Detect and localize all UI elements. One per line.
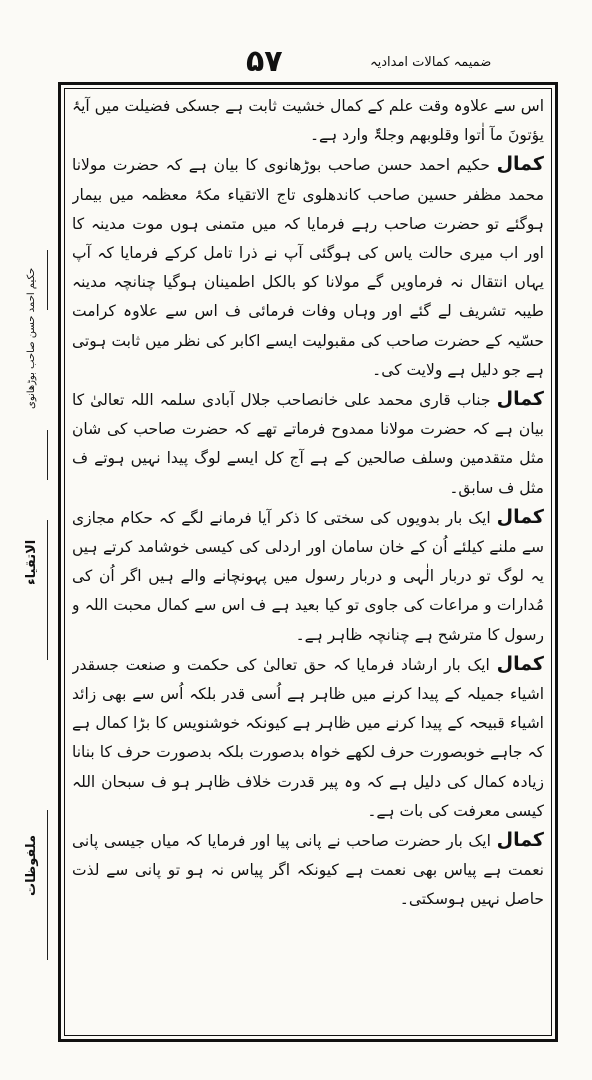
margin-rule [47,810,48,960]
paragraph [72,385,544,503]
paragraph [72,503,544,650]
paragraph-text: ایک بار ارشاد فرمایا کہ حق تعالیٰ کی حکمت و صنعت جسقدر اشیاء جمیلہ کے پیدا کرنے میں ظاہر ہے اُسی قدر بلکہ اُس سے بھی زائد اشیاء قبیحہ کے پیدا کرنے میں ظاہر ہے کیونکہ خوشنویس کا بڑا کمال ہے کہ جاہے خوبصورت حرف لکھے خواہ بدصورت بلکہ بدصورت حرف کا بنانا زیادہ کمال کی دلیل ہے کہ وہ پیر قدرت خلاف ظاہر ہو ف سبحان اللہ کیسی معرفت کی بات ہے۔ [72,655,544,820]
paragraph-text: جناب قاری محمد علی خانصاحب جلال آبادی سلمہ اللہ تعالیٰ کا بیان ہے کہ حضرت مولانا ممدوح فرماتے تھے کہ حضرت صاحب کی شان مثل متقدمین وسلف صالحین کے ہے آج کل ایسے لوگ پیدا نہیں ہوتے ف مثل ف سابق۔ [72,391,544,497]
paragraph-lead: کمال [496,505,544,528]
margin-note: ملفوظات [24,835,39,897]
paragraph-text: اس سے علاوہ وقت علم کے کمال خشیت ثابت ہے جسکی فضیلت میں آیۂ یؤتونَ مآ اٰتوا وقلوبھم وجلۃٌ وارد ہے۔ [72,97,544,145]
paragraph [72,150,544,385]
margin-note: الاتقیاء [24,540,39,586]
paragraph [72,650,544,826]
margin-rule [47,520,48,660]
paragraph [72,92,544,150]
margin-rule [47,430,48,480]
paragraph-lead: کمال [496,652,544,675]
paragraph-text: حکیم احمد حسن صاحب بوڑھانوی کا بیان ہے کہ حضرت مولانا محمد مظفر حسین صاحب کاندھلوی تاج الاتقیاء مکۂ معظمہ میں بیمار ہوگئے تو حضرت صاحب رہے فرمایا کہ میں متمنی ہوں موت مدینہ کا اور اب میری حالت یاس کی ہوگئی آپ نے ذرا تامل کرکے فرمایا کہ آپ یہاں انتقال نہ فرماویں گے مولانا کو بالکل اطمینان ہوگیا چنانچہ مدینہ طیبہ تشریف لے گئے اور وہاں وفات فرمائی ف اس سے علاوہ کرامت حسّیہ کے حضرت صاحب کی مقبولیت ایسے اکابر کی نظر میں ثابت ہوتی ہے جو دلیل ہے ولایت کی۔ [72,156,544,379]
body-text [72,92,544,1032]
running-head: ضمیمہ کمالات امدادیہ [370,55,492,70]
page-number: ۵۷ [246,44,283,79]
margin-rule [47,250,48,310]
paragraph-lead: کمال [496,153,544,176]
paragraph-lead: کمال [496,829,544,852]
paragraph [72,826,544,915]
paragraph-text: ایک بار بدویوں کی سختی کا ذکر آیا فرمانے لگے کہ حکام مجازی سے ملنے کیلئے اُن کے خان سامان اور اردلی کی کیسی خوشامد کرتے ہیں یہ لوگ تو دربار الٰہی و دربار رسول میں پہونچانے والے ہیں اگر اُن کی مُدارات و مراعات کی جاوی تو کیا بعید ہے ف اس سے کمال محبت اللہ و رسول کا مترشح ہے چنانچہ ظاہر ہے۔ [72,508,544,644]
margin-note: حکیم احمد حسن صاحب بوڑھانوی [26,268,37,410]
paragraph-lead: کمال [496,388,544,411]
paragraph-text: ایک بار حضرت صاحب نے پانی پیا اور فرمایا کہ میاں جیسی پانی نعمت ہے پیاس بھی نعمت ہے کیونکہ اگر پیاس نہ ہو تو پانی سے لذت حاصل نہیں ہوسکتی۔ [72,832,544,909]
